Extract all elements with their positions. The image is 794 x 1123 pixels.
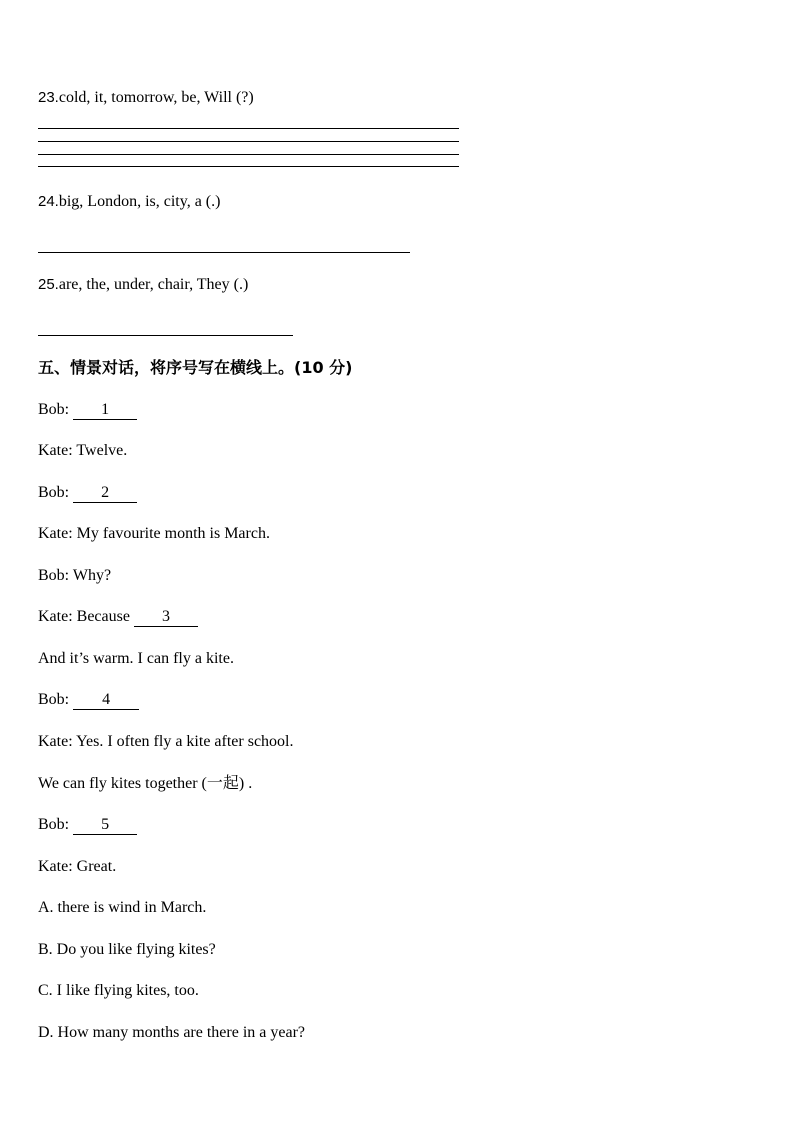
- answer-line[interactable]: [38, 128, 459, 129]
- answer-line[interactable]: [38, 335, 293, 336]
- section-title: 五、情景对话，将序号写在横线上。(10 分): [38, 358, 353, 377]
- dialogue-line: [38, 774, 252, 794]
- speaker: Kate:: [38, 608, 73, 625]
- answer-line[interactable]: [38, 252, 410, 253]
- question-number: 25.: [38, 276, 59, 293]
- answer-line[interactable]: [38, 166, 459, 167]
- dialogue-line: [38, 690, 139, 710]
- answer-blank[interactable]: 3: [134, 608, 198, 627]
- dialogue-line: [38, 815, 137, 835]
- dialogue-text: Great.: [76, 858, 117, 875]
- dialogue-text: Because: [76, 608, 130, 625]
- speaker: Bob:: [38, 484, 70, 501]
- question-text: cold, it, tomorrow, be, Will (?): [58, 89, 254, 106]
- question-number: 24.: [38, 193, 59, 210]
- dialogue-line: [38, 566, 111, 586]
- option-b: B. Do you like flying kites?: [38, 941, 216, 958]
- option-c: C. I like flying kites, too.: [38, 982, 199, 999]
- option-d: D. How many months are there in a year?: [38, 1024, 306, 1041]
- dialogue-line: [38, 857, 116, 877]
- question-text: are, the, under, chair, They (.): [58, 276, 249, 293]
- dialogue-line: [38, 400, 137, 420]
- question-24: [38, 192, 220, 212]
- speaker: Bob:: [38, 816, 70, 833]
- answer-line[interactable]: [38, 141, 459, 142]
- dialogue-line: [38, 441, 127, 461]
- dialogue-text: Twelve.: [76, 442, 128, 459]
- dialogue-text: Why?: [72, 567, 112, 584]
- speaker: Kate:: [38, 525, 73, 542]
- dialogue-text: Yes. I often fly a kite after school.: [76, 733, 294, 750]
- option-a: A. there is wind in March.: [38, 899, 207, 916]
- question-text: big, London, is, city, a (.): [58, 193, 221, 210]
- speaker: Bob:: [38, 401, 70, 418]
- speaker: Kate:: [38, 858, 73, 875]
- answer-blank[interactable]: 4: [73, 691, 139, 710]
- speaker: Kate:: [38, 442, 73, 459]
- dialogue-text: We can fly kites together (一起) .: [38, 775, 253, 792]
- dialogue-line: [38, 607, 198, 627]
- speaker: Kate:: [38, 733, 73, 750]
- speaker: Bob:: [38, 691, 70, 708]
- answer-blank[interactable]: 2: [73, 484, 137, 503]
- answer-line[interactable]: [38, 154, 459, 155]
- speaker: Bob:: [38, 567, 70, 584]
- dialogue-text: My favourite month is March.: [76, 525, 270, 542]
- question-23: [38, 88, 254, 108]
- question-number: 23.: [38, 89, 59, 106]
- dialogue-line: [38, 483, 137, 503]
- answer-blank[interactable]: 1: [73, 401, 137, 420]
- dialogue-line: [38, 649, 234, 669]
- dialogue-text: And it’s warm. I can fly a kite.: [38, 650, 234, 667]
- dialogue-line: [38, 524, 270, 544]
- dialogue-line: [38, 732, 294, 752]
- answer-blank[interactable]: 5: [73, 816, 137, 835]
- question-25: [38, 275, 248, 295]
